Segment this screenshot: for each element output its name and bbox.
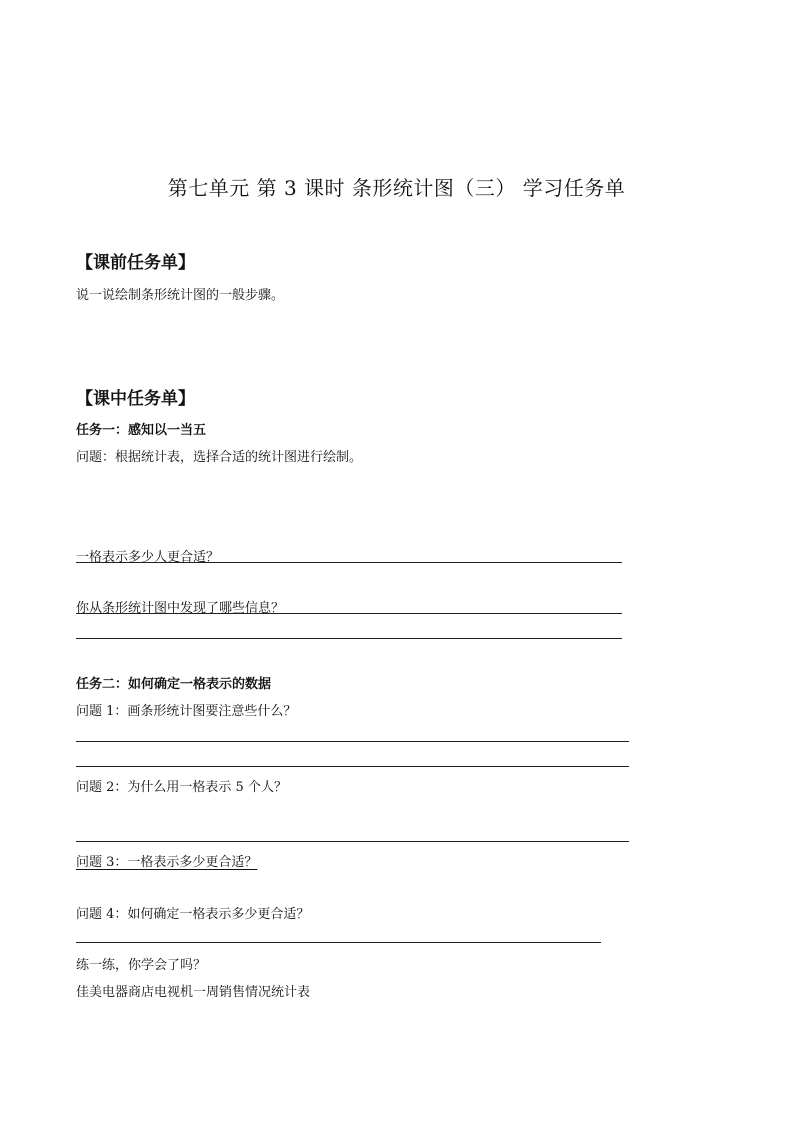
page-title: 第七单元 第 3 课时 条形统计图（三） 学习任务单: [167, 176, 626, 200]
answer-line[interactable]: [76, 613, 622, 614]
task2-title: 任务二：如何确定一格表示的数据: [76, 677, 272, 692]
task2-question-1: 问题 1：画条形统计图要注意些什么？: [76, 704, 297, 719]
pre-class-heading: 【课前任务单】: [76, 253, 195, 273]
task2-question-2: 问题 2：为什么用一格表示 5 个人？: [76, 780, 287, 795]
task1-question-b: 你从条形统计图中发现了哪些信息？: [76, 601, 285, 616]
answer-line[interactable]: [76, 766, 629, 767]
answer-line[interactable]: [76, 638, 622, 639]
task1-question: 问题：根据统计表，选择合适的统计图进行绘制。: [76, 450, 363, 465]
answer-line[interactable]: [76, 741, 629, 742]
task1-title: 任务一：感知以一当五: [76, 423, 207, 438]
pre-class-prompt: 说一说绘制条形统计图的一般步骤。: [76, 288, 285, 303]
practice-prompt: 练一练，你学会了吗？: [76, 958, 207, 973]
practice-table-title: 佳美电器商店电视机一周销售情况统计表: [76, 985, 311, 1000]
answer-line[interactable]: [76, 942, 601, 943]
answer-line[interactable]: [76, 841, 629, 842]
task2-question-3: 问题 3：一格表示多少更合适？: [76, 855, 258, 870]
task1-question-a: 一格表示多少人更合适？: [76, 550, 220, 565]
task2-question-4: 问题 4：如何确定一格表示多少更合适？: [76, 907, 310, 922]
answer-line[interactable]: [76, 562, 622, 563]
in-class-heading: 【课中任务单】: [76, 389, 195, 409]
